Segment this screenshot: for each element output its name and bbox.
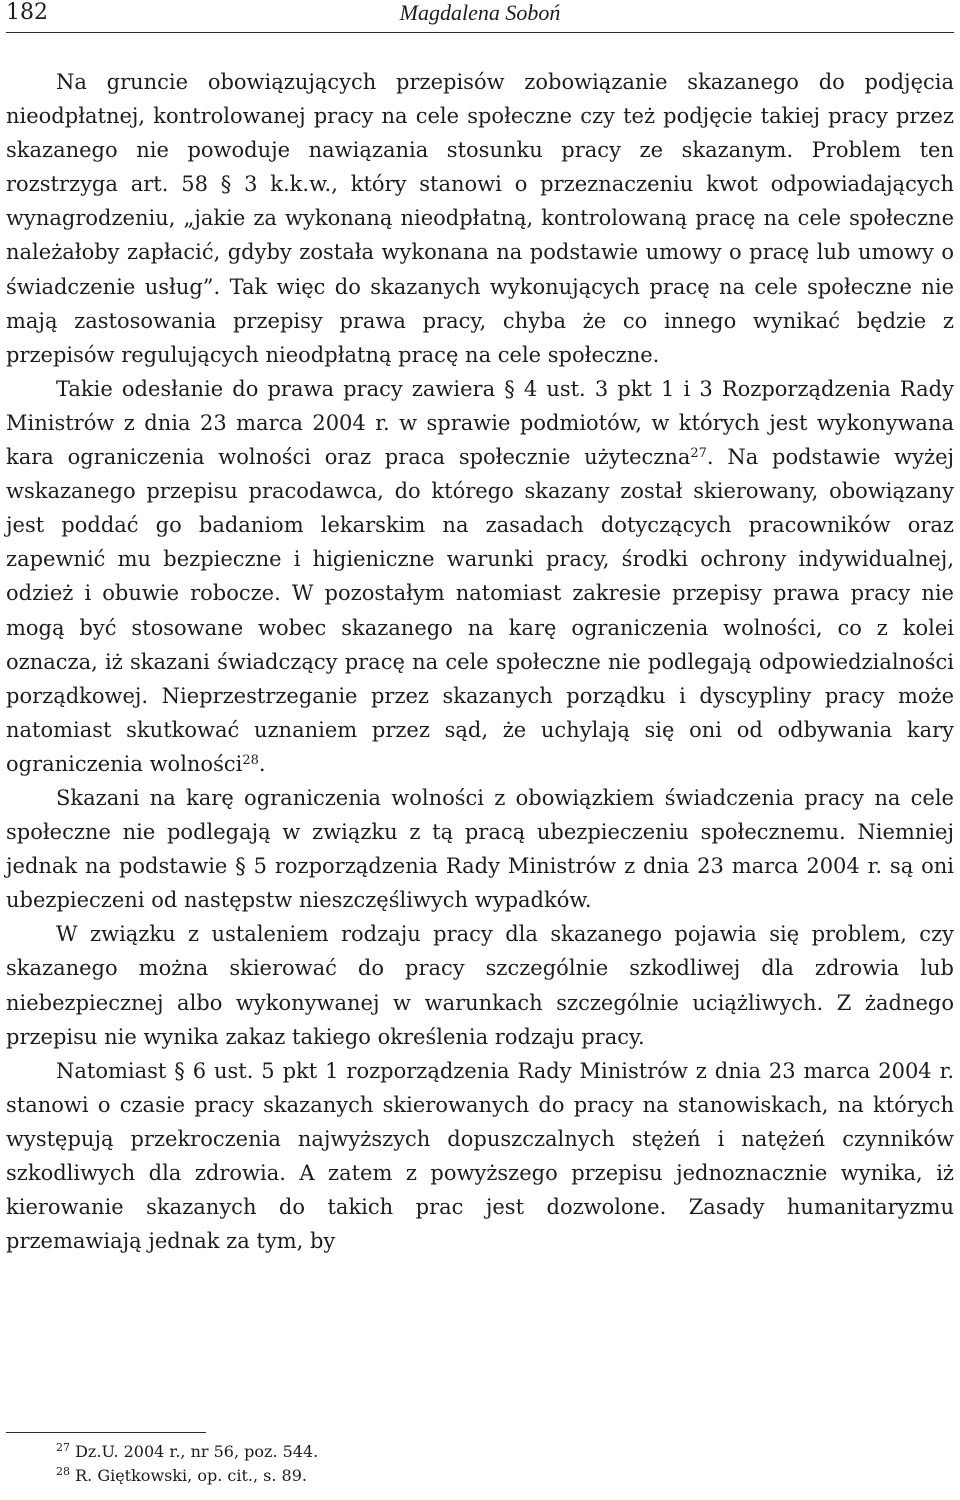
paragraph-text: Na gruncie obowiązujących przepisów zobowiązanie skazanego do podjęcia nieodpłatnej, kontrolowanej pracy na cele społeczne czy też podjęcie takiej pracy przez skazanego nie powoduje nawiązania stosunku pracy ze skazanym. Problem ten rozstrzyga art. 58 § 3 k.k.w., który stanowi o przeznaczeniu kwot odpowiadających wynagrodzeniu, „jakie za wykonaną nieodpłatną, kontrolowaną pracę na cele społeczne należałoby zapłacić, gdyby została wykonana na podstawie umowy o pracę lub umowy o świadczenie usług”. Tak więc do skazanych wykonujących pracę na cele społeczne nie mają zastosowania przepisy prawa pracy, chyba że co innego wynikać będzie z przepisów regulujących nieodpłatną pracę na cele społeczne. [6,70,954,367]
footnotes [56,1440,318,1488]
footnote-ref-27[interactable]: 27 [690,446,707,462]
running-head [6,0,954,33]
paragraph-2 [6,372,954,781]
paragraph-1 [6,65,954,372]
paragraph-text: Natomiast § 6 ust. 5 pkt 1 rozporządzenia Rady Ministrów z dnia 23 marca 2004 r. stanowi o czasie pracy skazanych skierowanych do pracy na stanowiskach, na których występują przekroczenia najwyższych dopuszczalnych stężeń i natężeń czynników szkodliwych dla zdrowia. A zatem z powyższego przepisu jednoznacznie wynika, iż kierowanie skazanych do takich prac jest dozwolone. Zasady humanitaryzmu przemawiają jednak za tym, by [6,1058,954,1254]
paragraph-5 [6,1054,954,1259]
paragraph-text: . [258,751,266,776]
paragraph-text: Takie odesłanie do prawa pracy zawiera § 4 ust. 3 pkt 1 i 3 Rozporządzenia Rady Ministrów z dnia 23 marca 2004 r. w sprawie podmiotów, w których jest wykonywana kara ograniczenia wolności oraz praca społecznie użyteczna [6,376,954,470]
footnote-number: 27 [56,1441,70,1454]
footnote-text: R. Giętkowski, op. cit., s. 89. [75,1466,307,1485]
running-title-author: Magdalena Soboń [399,0,561,25]
paragraph-3 [6,781,954,917]
footnote-divider [6,1432,206,1433]
paragraph-text: . Na podstawie wyżej wskazanego przepisu pracodawca, do którego skazany został skierowany, obowiązany jest poddać go badaniom lekarskim na zasadach dotyczących pracowników oraz zapewnić mu bezpieczne i higieniczne warunki pracy, środki ochrony indywidualnej, odzież i obuwie robocze. W pozostałym natomiast zakresie przepisy prawa pracy nie mogą być stosowane wobec skazanego na karę ograniczenia wolności, co z kolei oznacza, iż skazani świadczący pracę na cele społeczne nie podlegają odpowiedzialności porządkowej. Nieprzestrzeganie przez skazanych porządku i dyscypliny pracy może natomiast skutkować uznaniem przez sąd, że uchylają się oni od odbywania kary ograniczenia wolności [6,445,955,776]
footnote-text: Dz.U. 2004 r., nr 56, poz. 544. [75,1442,319,1461]
paragraph-4 [6,917,954,1053]
paragraph-text: Skazani na karę ograniczenia wolności z obowiązkiem świadczenia pracy na cele społeczne nie podlegają w związku z tą pracą ubezpieczeniu społecznemu. Niemniej jednak na podstawie § 5 rozporządzenia Rady Ministrów z dnia 23 marca 2004 r. są oni ubezpieczeni od następstw nieszczęśliwych wypadków. [6,785,954,913]
footnote-27 [56,1440,318,1464]
paragraph-text: W związku z ustaleniem rodzaju pracy dla skazanego pojawia się problem, czy skazanego można skierować do pracy szczególnie szkodliwej dla zdrowia lub niebezpiecznej albo wykonywanej w warunkach szczególnie uciążliwych. Z żadnego przepisu nie wynika zakaz takiego określenia rodzaju pracy. [6,922,954,1049]
footnote-ref-28[interactable]: 28 [242,752,259,768]
footnote-number: 28 [56,1465,70,1478]
page-number: 182 [6,0,48,25]
footnote-28 [56,1464,318,1488]
body-text [6,65,954,1258]
